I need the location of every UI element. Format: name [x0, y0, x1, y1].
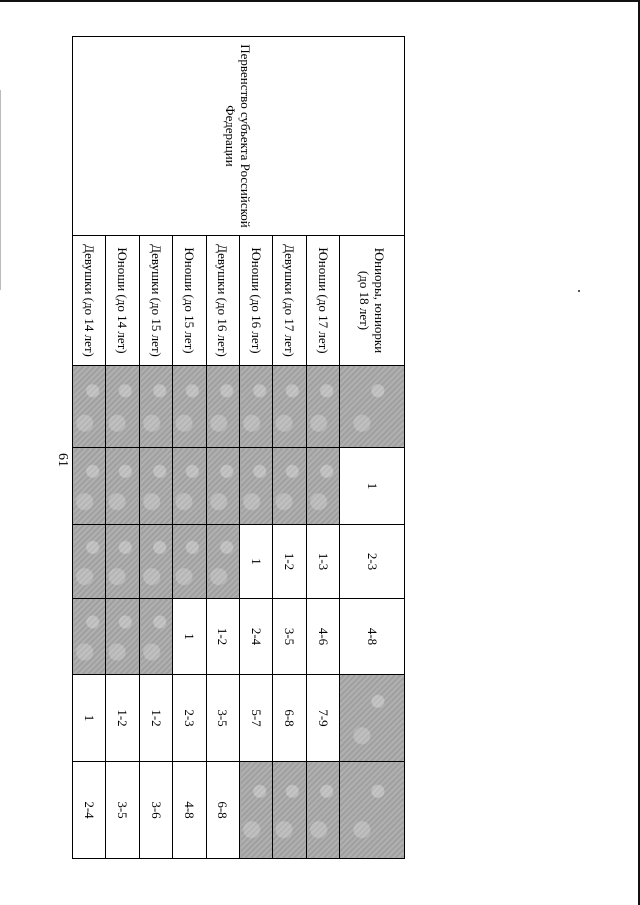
table-cell: 6-8: [273, 675, 306, 762]
table-cell: [139, 448, 172, 525]
table-cell: [73, 525, 106, 599]
table-cell: 6-8: [206, 762, 239, 859]
table-cell: [306, 762, 339, 859]
table-cell: [73, 448, 106, 525]
age-group-label: Юноши (до 14 лет): [106, 236, 139, 366]
rank-table-container: [72, 36, 405, 858]
table-cell: [106, 448, 139, 525]
table-cell: 1-3: [306, 525, 339, 599]
table-cell: [240, 366, 273, 448]
table-cell: 3-5: [273, 599, 306, 675]
age-group-label: Юноши (до 16 лет): [240, 236, 273, 366]
age-group-label: Юноши (до 15 лет): [173, 236, 206, 366]
table-cell: [240, 762, 273, 859]
table-cell: 1-2: [273, 525, 306, 599]
age-group-label: Девушки (до 16 лет): [206, 236, 239, 366]
table-cell: 5-7: [240, 675, 273, 762]
table-cell: 1: [173, 599, 206, 675]
page-edge-top: [0, 0, 640, 2]
table-cell: [173, 366, 206, 448]
table-cell: [306, 448, 339, 525]
table-cell: 1-2: [139, 675, 172, 762]
table-cell: 4-8: [340, 599, 405, 675]
age-group-label: Девушки (до 15 лет): [139, 236, 172, 366]
table-cell: [139, 599, 172, 675]
table-cell: [106, 366, 139, 448]
rank-table-rotated: [72, 36, 405, 858]
table-cell: 2-4: [240, 599, 273, 675]
table-cell: 1: [73, 675, 106, 762]
table-cell: [206, 448, 239, 525]
table-cell: [340, 762, 405, 859]
table-cell: 2-3: [340, 525, 405, 599]
table-cell: 1-2: [206, 599, 239, 675]
page-number: 61: [55, 453, 70, 467]
table-cell: [340, 366, 405, 448]
table-cell: [73, 366, 106, 448]
table-cell: 7-9: [306, 675, 339, 762]
table-cell: 3-5: [106, 762, 139, 859]
table-cell: [173, 525, 206, 599]
table-cell: 2-4: [73, 762, 106, 859]
age-group-label: Юноши (до 17 лет): [306, 236, 339, 366]
competition-label: Первенство субъекта Российской Федерации: [73, 37, 405, 236]
table-cell: [106, 525, 139, 599]
table-cell: 3-6: [139, 762, 172, 859]
table-cell: [206, 366, 239, 448]
table-cell: [206, 525, 239, 599]
table-cell: [240, 448, 273, 525]
table-cell: [273, 762, 306, 859]
table-cell: 4-6: [306, 599, 339, 675]
table-cell: [273, 448, 306, 525]
table-cell: 3-5: [206, 675, 239, 762]
table-cell: [139, 366, 172, 448]
rank-table: [72, 36, 405, 859]
table-cell: [106, 599, 139, 675]
age-group-label: Девушки (до 17 лет): [273, 236, 306, 366]
table-row: [340, 37, 405, 859]
table-cell: 1-2: [106, 675, 139, 762]
table-cell: [173, 448, 206, 525]
scan-artifact: [0, 90, 1, 290]
age-group-label: Юниоры, юниорки (до 18 лет): [340, 236, 405, 366]
table-cell: [73, 599, 106, 675]
age-group-label: Девушки (до 14 лет): [73, 236, 106, 366]
table-cell: [273, 366, 306, 448]
table-cell: [139, 525, 172, 599]
table-cell: [306, 366, 339, 448]
table-cell: 2-3: [173, 675, 206, 762]
scan-speck: [578, 290, 580, 292]
table-cell: 4-8: [173, 762, 206, 859]
table-cell: 1: [340, 448, 405, 525]
table-cell: [340, 675, 405, 762]
table-cell: 1: [240, 525, 273, 599]
